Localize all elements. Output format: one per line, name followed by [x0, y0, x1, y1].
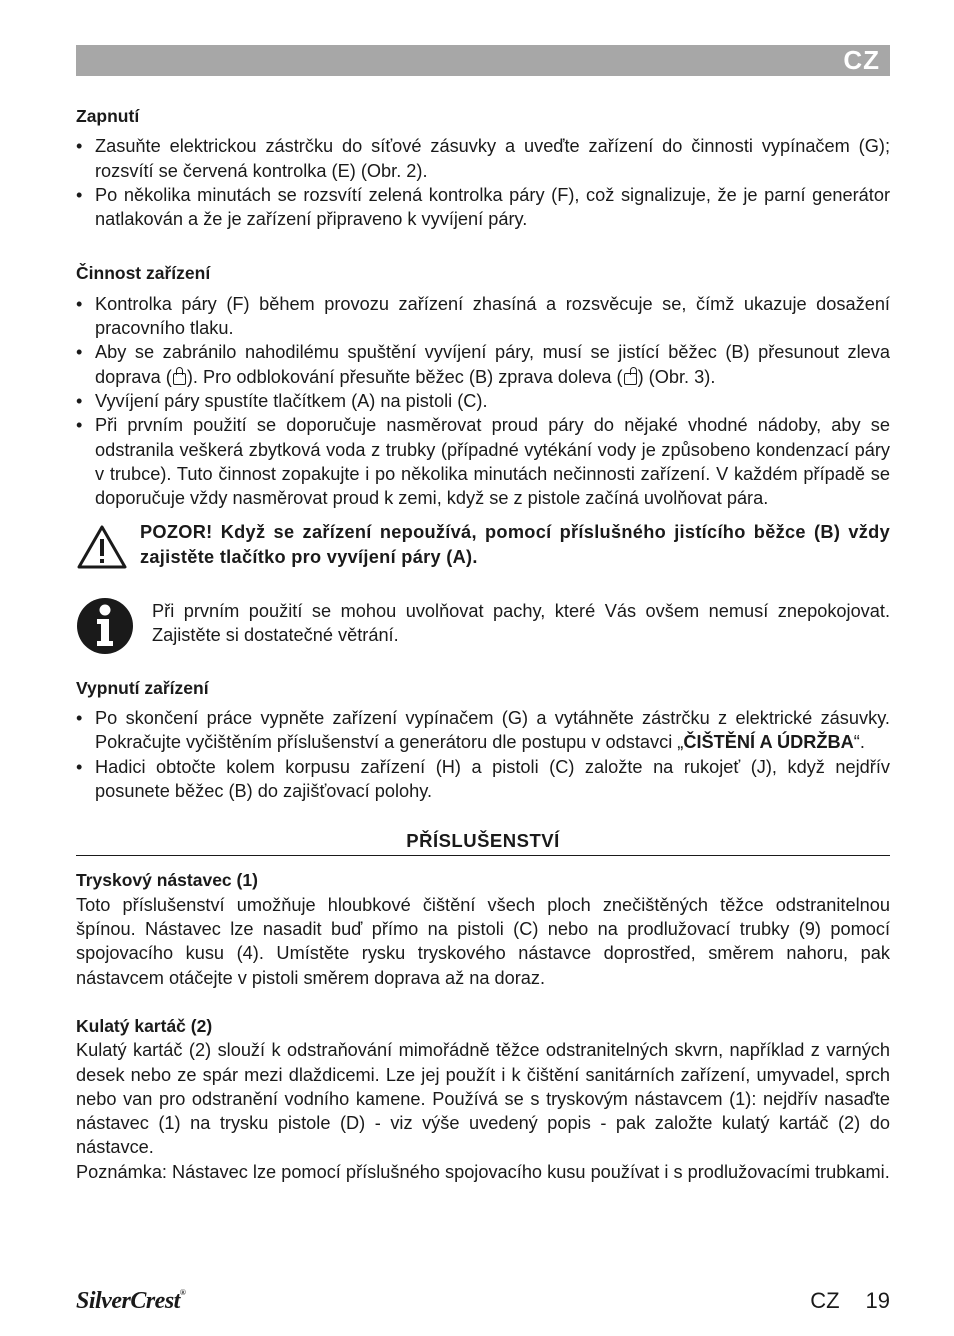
section-title: PŘÍSLUŠENSTVÍ: [76, 829, 890, 856]
list-item: [76, 706, 890, 755]
list-item: • Při prvním použití se doporučuje nasměrovat proud páry do nějaké vhodné nádoby, aby se odstranila veškerá zbytková voda z trubky (případné vytékání vody je způsobeno kondenzací páry v trubce). Tuto činnost zopakujte i po několika minutách nečinnosti zařízení. V každém případě se doporučuje vždy nasměrovat proud k zemi, když se z pistole začíná uvolňovat pára.: [76, 413, 890, 510]
brand-logo: [76, 1288, 185, 1315]
lock-open-icon: [624, 370, 637, 385]
page-footer: [810, 1288, 890, 1314]
kartac-paragraph: Kulatý kartáč (2) slouží k odstraňování mimořádně těžce odstranitelných skvrn, například z varných desek nebo ze spár mezi dlaždicemi. Lze jej použít i k čištění sanitárních zařízení, umyvadel, sprch nebo van pro odstranění vodního kamene. Používá se s tryskovým nástavcem (1): nejdřív nasaďte nástavec (1) na trysku pistole (D) - viz výše uvedený popis - pak založte kulatý kartáč (2) do nástavce.: [76, 1040, 890, 1158]
page-number: 19: [865, 1288, 890, 1313]
warning-text: POZOR! Když se zařízení nepoužívá, pomocí příslušného jistícího běžce (B) vždy zajistěte tlačítko pro vyvíjení páry (A).: [140, 522, 890, 567]
list-item-text: Po skončení práce vypněte zařízení vypínačem (G) a vytáhněte zástrčku z elektrické zásuvky. Pokračujte vyčištěním příslušenství a generátoru dle postupu v odstavci „: [95, 707, 890, 753]
brand-logo-text: SilverCrest: [76, 1288, 180, 1314]
zapnuti-heading: Zapnutí: [76, 106, 140, 126]
list-item-text: Aby se zabránilo nahodilému spuštění vyvíjení páry, musí se jistící běžec (B) přesunout zleva doprava (: [95, 342, 890, 387]
vypnuti-heading: Vypnutí zařízení: [76, 677, 209, 698]
info-notice: [76, 599, 890, 648]
info-text: Při prvním použití se mohou uvolňovat pachy, které Vás ovšem nemusí znepokojovat. Zajistěte si dostatečné větrání.: [152, 601, 890, 646]
vypnuti-list: [76, 706, 890, 803]
warning-triangle-icon: [76, 524, 128, 570]
header-bar: [76, 45, 890, 76]
tryskovy-heading: Tryskový nástavec (1): [76, 870, 258, 891]
header-language-label: CZ: [843, 45, 880, 75]
list-item-text: “.: [853, 732, 865, 753]
lock-closed-icon: [173, 370, 186, 385]
tryskovy-paragraph: Toto příslušenství umožňuje hloubkové čištění všech ploch znečištěných těžce odstranitelnou špínou. Nástavec lze nasadit buď přímo na pistoli (C) nebo na prodlužovací trubky (9) pomocí spojovacího kusu (4). Umístěte rysku tryskového nástavce doprostřed, směrem nahoru, pak nástavcem otáčejte v pistoli směrem doprava až na doraz.: [76, 894, 890, 988]
footer-language: CZ: [810, 1288, 840, 1313]
list-item: [76, 340, 890, 389]
list-item: • Po několika minutách se rozsvítí zelená kontrolka páry (F), což signalizuje, že je parní generátor natlakován a že je zařízení připraveno k vyvíjení páry.: [76, 183, 890, 232]
cinnost-list: [76, 292, 890, 511]
info-icon: [76, 597, 134, 655]
note-paragraph: Poznámka: Nástavec lze pomocí příslušného spojovacího kusu používat i s prodlužovacími trubkami.: [76, 1161, 890, 1182]
list-item-text: ). Pro odblokování přesuňte běžec (B) zprava doleva (: [186, 366, 623, 387]
cross-reference: ČIŠTĚNÍ A ÚDRŽBA: [683, 732, 854, 753]
list-item: • Kontrolka páry (F) během provozu zařízení zhasíná a rozsvěcuje se, čímž ukazuje dosažení pracovního tlaku.: [76, 292, 890, 341]
registered-mark: ®: [179, 1288, 186, 1297]
cinnost-heading: Činnost zařízení: [76, 263, 211, 284]
warning-notice: [76, 520, 890, 569]
page-content: [76, 104, 890, 1184]
list-item: • Zasuňte elektrickou zástrčku do síťové zásuvky a uveďte zařízení do činnosti vypínačem (G); rozsvítí se červená kontrolka (E) (Obr. 2).: [76, 134, 890, 183]
list-item: • Vyvíjení páry spustíte tlačítkem (A) na pistoli (C).: [76, 389, 890, 413]
list-item-text: ) (Obr. 3).: [637, 366, 716, 387]
list-item: • Hadici obtočte kolem korpusu zařízení (H) a pistoli (C) založte na rukojeť (J), když nejdřív posunete běžec (B) do zajišťovací polohy.: [76, 755, 890, 804]
zapnuti-list: [76, 134, 890, 231]
kartac-heading: Kulatý kartáč (2): [76, 1015, 213, 1036]
